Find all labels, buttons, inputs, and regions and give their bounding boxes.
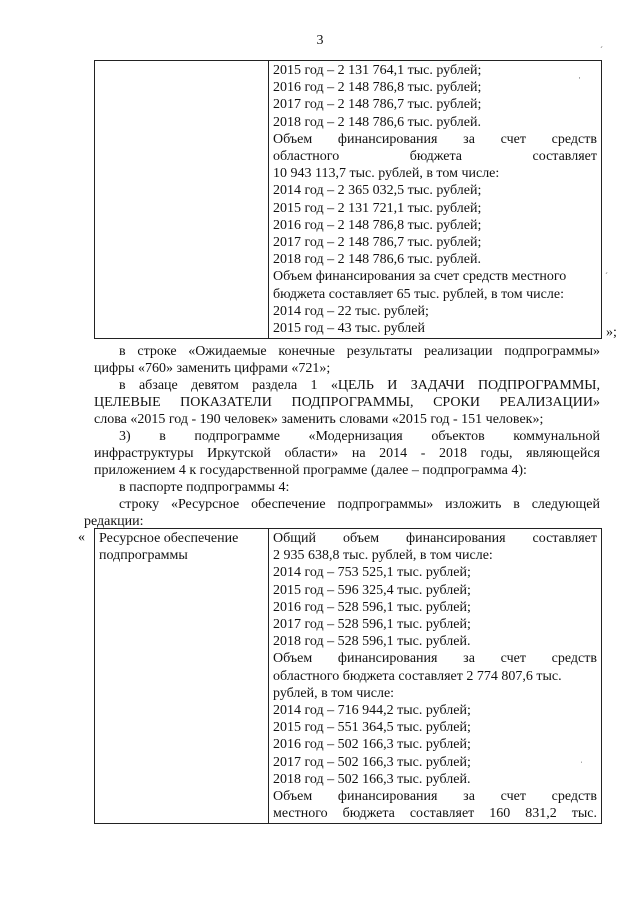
resource-provision-table — [94, 528, 602, 824]
table1-line: бюджета составляет 65 тыс. рублей, в том числе: — [273, 286, 564, 302]
paragraph-line: в паспорте подпрограммы 4: — [119, 480, 290, 495]
table2-line: 2016 год – 528 596,1 тыс. рублей; — [273, 599, 471, 615]
scan-speck: ˊ — [605, 271, 608, 281]
table2-line: 2014 год – 716 944,2 тыс. рублей; — [273, 703, 471, 719]
funding-table-continued — [94, 60, 602, 339]
closing-quote: »; — [606, 325, 617, 340]
table1-line: 2017 год – 2 148 786,7 тыс. рублей; — [273, 97, 482, 113]
table1-line: 2018 год – 2 148 786,6 тыс. рублей. — [273, 114, 481, 130]
paragraph-line: слова «2015 год - 190 человек» заменить словами «2015 год - 151 человек»; — [94, 412, 544, 427]
table1-line: Объем финансирования за счет средств местного — [273, 269, 567, 285]
table1-line: 2015 год – 2 131 764,1 тыс. рублей; — [273, 63, 482, 78]
table1-right-cell — [269, 61, 602, 339]
table1-line: областного бюджета составляет — [273, 149, 597, 165]
table2-line: 2015 год – 596 325,4 тыс. рублей; — [273, 582, 471, 598]
table2-line: местного бюджета составляет 160 831,2 тыс. — [273, 806, 597, 822]
table2-line: рублей, в том числе: — [273, 685, 395, 701]
scan-speck: ˈ — [580, 760, 583, 770]
table2-line: 2014 год – 753 525,1 тыс. рублей; — [273, 565, 471, 581]
table2-line: 2018 год – 502 166,3 тыс. рублей. — [273, 771, 471, 787]
table1-line: 2017 год – 2 148 786,7 тыс. рублей; — [273, 235, 482, 251]
table1-line: 2016 год – 2 148 786,8 тыс. рублей; — [273, 217, 482, 233]
table1-line: 10 943 113,7 тыс. рублей, в том числе: — [273, 166, 500, 182]
table2-label-cell — [95, 529, 269, 824]
table1-line: 2015 год – 2 131 721,1 тыс. рублей; — [273, 200, 482, 216]
scan-speck: ˊ — [600, 45, 603, 55]
paragraph-line: ЦЕЛЕВЫЕ ПОКАЗАТЕЛИ ПОДПРОГРАММЫ, СРОКИ РЕАЛИЗАЦИИ» — [94, 395, 600, 410]
paragraph-line: 3) в подпрограмме «Модернизация объектов коммунальной — [119, 429, 600, 444]
paragraph-line: в абзаце девятом раздела 1 «ЦЕЛЬ И ЗАДАЧИ ПОДПРОГРАММЫ, — [119, 378, 600, 393]
table1-line: 2014 год – 22 тыс. рублей; — [273, 303, 429, 319]
table2-line: 2015 год – 551 364,5 тыс. рублей; — [273, 720, 471, 736]
table1-line: 2015 год – 43 тыс. рублей — [273, 321, 425, 337]
table2-line: 2 935 638,8 тыс. рублей, в том числе: — [273, 548, 493, 564]
paragraph-line: строку «Ресурсное обеспечение подпрограммы» изложить в следующей — [119, 497, 600, 512]
table1-line: 2016 год – 2 148 786,8 тыс. рублей; — [273, 80, 482, 96]
table2-line: 2017 год – 502 166,3 тыс. рублей; — [273, 754, 471, 770]
paragraph-line: редакции: — [84, 514, 144, 529]
table2-line: 2017 год – 528 596,1 тыс. рублей; — [273, 617, 471, 633]
paragraph-line: приложением 4 к государственной программе (далее – подпрограмма 4): — [94, 463, 527, 478]
table2-line: 2016 год – 502 166,3 тыс. рублей; — [273, 737, 471, 753]
table1-line: 2014 год – 2 365 032,5 тыс. рублей; — [273, 183, 482, 199]
table2-label: Ресурсное обеспечение подпрограммы — [99, 531, 239, 564]
table2-line: Объем финансирования за счет средств — [273, 651, 597, 667]
table2-line: областного бюджета составляет 2 774 807,6 тыс. — [273, 668, 562, 684]
table1-line: 2018 год – 2 148 786,6 тыс. рублей. — [273, 252, 481, 268]
table1-line: Объем финансирования за счет средств — [273, 131, 597, 147]
scan-speck: · — [578, 73, 581, 83]
paragraph-line: в строке «Ожидаемые конечные результаты реализации подпрограммы» — [119, 344, 600, 359]
paragraph-line: инфраструктуры Иркутской области» на 2014 - 2018 годы, являющейся — [94, 446, 600, 461]
table2-line: Объем финансирования за счет средств — [273, 789, 597, 805]
paragraph-line: цифры «760» заменить цифрами «721»; — [94, 361, 331, 376]
table2-value-cell — [269, 529, 602, 824]
table2-line: 2018 год – 528 596,1 тыс. рублей. — [273, 634, 471, 650]
table2-line: Общий объем финансирования составляет — [273, 531, 597, 546]
page-number: 3 — [316, 33, 324, 48]
opening-quote: « — [78, 530, 85, 545]
table1-left-cell — [95, 61, 269, 339]
